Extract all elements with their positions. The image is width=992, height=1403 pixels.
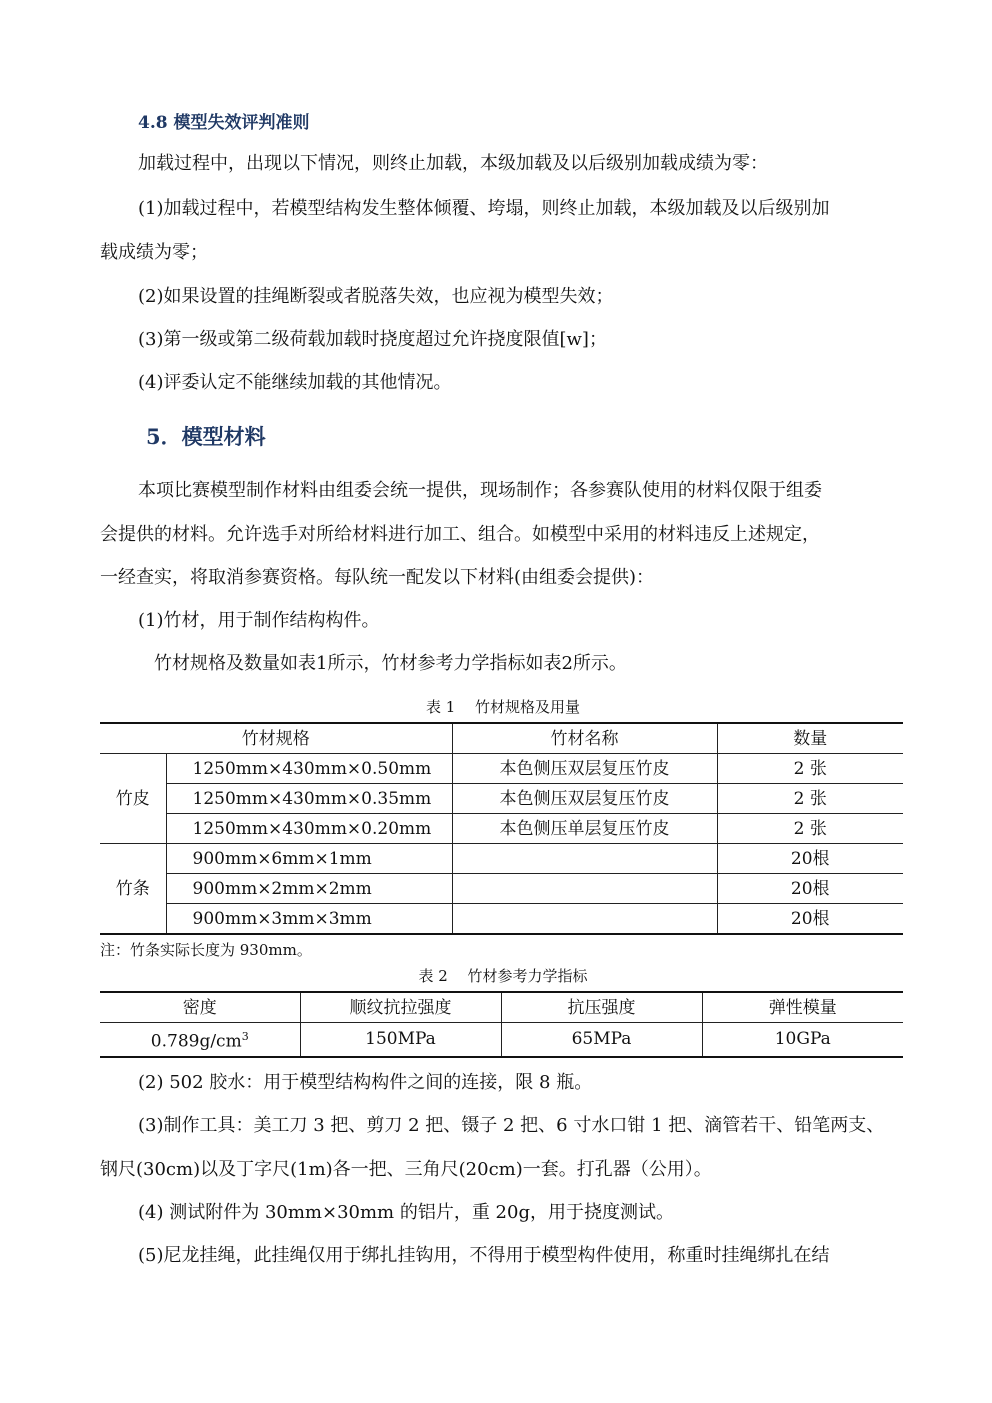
header-compressive: 抗压强度	[501, 992, 702, 1023]
table-2-caption: 表 2 竹材参考力学指标	[418, 967, 588, 985]
table-row	[100, 754, 903, 784]
table-1-caption: 表 1 竹材规格及用量	[425, 698, 581, 716]
table-row	[100, 784, 903, 814]
section-5-heading: 5．模型材料	[146, 424, 266, 449]
cell-qty: 20根	[717, 844, 903, 874]
table-row	[100, 874, 903, 904]
cell-spec: 1250mm×430mm×0.35mm	[166, 784, 452, 814]
cell-name: 本色侧压双层复压竹皮	[452, 754, 717, 784]
table-row	[100, 844, 903, 874]
table-row	[100, 814, 903, 844]
bamboo-spec-table	[100, 722, 903, 935]
cell-compressive: 65MPa	[501, 1023, 702, 1057]
cell-spec: 1250mm×430mm×0.20mm	[166, 814, 452, 844]
table-row	[100, 1023, 903, 1057]
materials-para-line-3: 一经查实，将取消参赛资格。每队统一配发以下材料(由组委会提供)：	[100, 567, 655, 588]
group-label-bamboo-strip: 竹条	[100, 844, 166, 935]
table-header-row	[100, 992, 903, 1023]
cell-spec: 1250mm×430mm×0.50mm	[166, 754, 452, 784]
header-qty: 数量	[717, 723, 903, 754]
failure-item-4: (4)评委认定不能继续加载的其他情况。	[138, 372, 452, 393]
header-spec: 竹材规格	[100, 723, 452, 754]
table-row	[100, 904, 903, 935]
cell-name: 本色侧压双层复压竹皮	[452, 784, 717, 814]
cell-spec: 900mm×3mm×3mm	[166, 904, 452, 935]
section-4-8-heading: 4.8 模型失效评判准则	[138, 113, 310, 133]
cell-qty: 2 张	[717, 754, 903, 784]
failure-item-2: (2)如果设置的挂绳断裂或者脱落失效，也应视为模型失效；	[138, 286, 614, 307]
header-tensile: 顺纹抗拉强度	[300, 992, 501, 1023]
table-header-row	[100, 723, 903, 754]
cell-name	[452, 874, 717, 904]
materials-item-3-cont: 钢尺(30cm)以及丁字尺(1m)各一把、三角尺(20cm)一套。打孔器（公用）。	[100, 1159, 712, 1180]
cell-modulus: 10GPa	[702, 1023, 903, 1057]
failure-item-1: (1)加载过程中，若模型结构发生整体倾覆、垮塌，则终止加载，本级加载及以后级别加	[138, 198, 830, 219]
density-value: 0.789g/cm	[150, 1031, 242, 1052]
materials-para-line-2: 会提供的材料。允许选手对所给材料进行加工、组合。如模型中采用的材料违反上述规定，	[100, 524, 820, 545]
materials-item-1-desc: 竹材规格及数量如表1所示，竹材参考力学指标如表2所示。	[154, 653, 627, 674]
header-name: 竹材名称	[452, 723, 717, 754]
header-density: 密度	[100, 992, 300, 1023]
cell-name	[452, 904, 717, 935]
materials-para-line-1: 本项比赛模型制作材料由组委会统一提供，现场制作；各参赛队使用的材料仅限于组委	[138, 480, 822, 501]
cell-qty: 20根	[717, 874, 903, 904]
cell-name	[452, 844, 717, 874]
failure-item-1-cont: 载成绩为零；	[100, 242, 208, 263]
section-4-8-intro: 加载过程中，出现以下情况，则终止加载，本级加载及以后级别加载成绩为零：	[138, 153, 768, 174]
density-exponent: 3	[241, 1030, 249, 1043]
header-modulus: 弹性模量	[702, 992, 903, 1023]
table-1-note: 注：竹条实际长度为 930mm。	[100, 941, 312, 959]
materials-item-4: (4) 测试附件为 30mm×30mm 的铝片，重 20g，用于挠度测试。	[138, 1202, 674, 1223]
materials-item-1: (1)竹材，用于制作结构构件。	[138, 610, 380, 631]
cell-qty: 2 张	[717, 784, 903, 814]
cell-name: 本色侧压单层复压竹皮	[452, 814, 717, 844]
mechanical-properties-table	[100, 991, 903, 1058]
cell-density	[100, 1023, 300, 1057]
materials-item-3: (3)制作工具：美工刀 3 把、剪刀 2 把、镊子 2 把、6 寸水口钳 1 把、滴管若干、铅笔两支、	[138, 1115, 885, 1136]
cell-spec: 900mm×2mm×2mm	[166, 874, 452, 904]
materials-item-2: (2) 502 胶水：用于模型结构构件之间的连接，限 8 瓶。	[138, 1072, 593, 1093]
cell-qty: 20根	[717, 904, 903, 935]
materials-item-5: (5)尼龙挂绳，此挂绳仅用于绑扎挂钩用，不得用于模型构件使用，称重时挂绳绑扎在结	[138, 1245, 830, 1266]
failure-item-3: (3)第一级或第二级荷载加载时挠度超过允许挠度限值[w]；	[138, 329, 607, 350]
cell-tensile: 150MPa	[300, 1023, 501, 1057]
cell-qty: 2 张	[717, 814, 903, 844]
cell-spec: 900mm×6mm×1mm	[166, 844, 452, 874]
group-label-bamboo-skin: 竹皮	[100, 754, 166, 844]
